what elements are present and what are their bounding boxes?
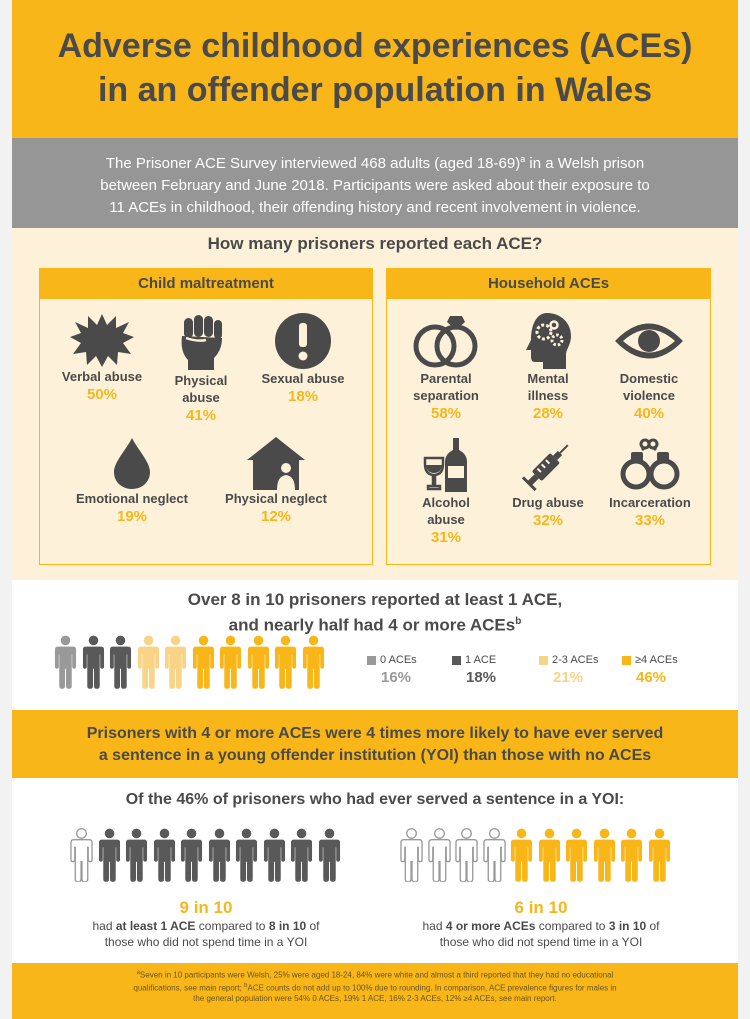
footnote-marker-b: b [515, 616, 522, 627]
ace-label-text: Physical abuse [174, 373, 228, 405]
legend-label: 2-3 ACEs [552, 654, 599, 666]
yoi-right-line-2: those who did not spend time in a YOI [439, 935, 643, 949]
legend-label: ≥4 ACEs [635, 654, 678, 666]
person-icon [455, 828, 478, 882]
ace-label [416, 494, 476, 528]
footnote-text: qualifications, see main report; [133, 983, 245, 993]
prevalence-figures [54, 635, 329, 694]
person-icon [82, 635, 105, 689]
ace-label: Incarceration [609, 495, 691, 510]
person-icon [565, 828, 588, 882]
title-line-1: Adverse childhood experiences (ACEs) [57, 27, 693, 65]
ace-label-text: Domestic violence [619, 371, 679, 403]
title-line-2: in an offender population in Wales [97, 71, 653, 109]
person-icon [164, 635, 187, 689]
legend-swatch [539, 656, 548, 665]
legend-2-3-aces [539, 654, 598, 686]
ace-label: Emotional neglect [76, 491, 188, 506]
prevalence-line-2-text: and nearly half had 4 or more ACEs [228, 615, 516, 635]
person-icon [318, 828, 341, 882]
footnote [46, 968, 704, 1004]
ace-label [166, 372, 236, 406]
footnote-sup: b [244, 982, 248, 989]
legend-swatch [622, 656, 631, 665]
head-gears-icon [521, 312, 575, 370]
handcuffs-icon [620, 436, 680, 494]
ace-percent: 19% [116, 508, 148, 525]
infographic [12, 0, 738, 1019]
ace-percent: 32% [532, 512, 564, 529]
teardrop-icon [112, 436, 152, 490]
text-bold: at least 1 ACE [115, 919, 196, 933]
person-icon [274, 635, 297, 689]
intro-line-3: 11 ACEs in childhood, their offending history and recent involvement in violence. [109, 199, 641, 216]
ace-label [404, 370, 488, 404]
household-aces-heading: Household ACEs [387, 269, 710, 299]
prevalence-line-1: Over 8 in 10 prisoners reported at least 1 ACE, [187, 590, 563, 609]
footnote-line-2 [46, 981, 704, 994]
legend-percent: 18% [466, 669, 497, 686]
ace-label: Drug abuse [512, 495, 584, 510]
person-icon [648, 828, 671, 882]
person-icon [247, 635, 270, 689]
footnote-marker-a: a [520, 154, 526, 164]
yoi-left-line-2: those who did not spend time in a YOI [104, 935, 308, 949]
person-icon [400, 828, 423, 882]
ace-label-text: Alcohol abuse [422, 495, 470, 527]
person-icon [510, 828, 533, 882]
yoi-left-stat: 9 in 10 [179, 898, 233, 917]
house-child-icon [246, 436, 306, 490]
person-icon [538, 828, 561, 882]
text-part: had [422, 919, 446, 933]
ace-percent: 41% [185, 407, 217, 424]
rings-icon [410, 312, 482, 370]
yoi-band-text [12, 723, 738, 767]
yoi-left-description [56, 918, 356, 950]
ace-percent: 12% [260, 508, 292, 525]
person-icon [428, 828, 451, 882]
person-icon [302, 635, 325, 689]
legend-swatch [452, 656, 461, 665]
ace-label: Verbal abuse [61, 369, 143, 384]
legend-label: 1 ACE [465, 654, 497, 666]
footnote-text: Seven in 10 participants were Welsh, 25% were aged 18-24, 84% were white and almost a third reported that they had no educational [139, 970, 614, 980]
footnote-line-3: the general population were 54% 0 ACEs, 19% 1 ACE, 16% 2-3 ACEs, 12% ≥4 ACEs, see main report. [193, 994, 557, 1004]
ace-percent: 28% [532, 405, 564, 422]
ace-percent: 58% [430, 405, 462, 422]
ace-label [518, 370, 578, 404]
child-maltreatment-heading: Child maltreatment [40, 269, 372, 299]
yoi-left-figures [70, 828, 345, 887]
ace-physical-neglect [216, 436, 336, 526]
text-part: of [646, 919, 660, 933]
ace-question-heading: How many prisoners reported each ACE? [207, 234, 543, 253]
fist-icon [178, 312, 224, 372]
intro-line-1-end: in a Welsh prison [525, 155, 645, 172]
person-icon [219, 635, 242, 689]
text-part: of [306, 919, 320, 933]
ace-physical-abuse [166, 312, 236, 425]
legend-swatch [367, 656, 376, 665]
legend-0-aces [367, 654, 417, 686]
person-icon [290, 828, 313, 882]
ace-percent: 31% [430, 529, 462, 546]
person-icon [620, 828, 643, 882]
exclamation-icon [274, 312, 332, 370]
person-icon [263, 828, 286, 882]
yoi-right-line-1 [391, 918, 691, 934]
ace-percent: 40% [633, 405, 665, 422]
ace-label: Sexual abuse [261, 371, 345, 386]
ace-parental-separation [396, 312, 496, 423]
ace-percent: 18% [287, 388, 319, 405]
ace-drug-abuse [498, 436, 598, 530]
person-icon [98, 828, 121, 882]
person-icon [153, 828, 176, 882]
text-bold: 4 or more ACEs [445, 919, 536, 933]
person-icon [235, 828, 258, 882]
yoi-band-line-2: a sentence in a young offender institution (YOI) than those with no ACEs [98, 747, 652, 764]
legend-label: 0 ACEs [380, 654, 417, 666]
ace-verbal-abuse [48, 312, 156, 404]
footnote-line-1 [46, 968, 704, 981]
yoi-band-line-1: Prisoners with 4 or more ACEs were 4 times more likely to have ever served [86, 725, 664, 742]
legend-percent: 21% [553, 669, 584, 686]
intro-text [42, 148, 708, 219]
text-part: had [92, 919, 116, 933]
text-bold: 3 in 10 [608, 919, 647, 933]
ace-label [613, 370, 685, 404]
person-icon [54, 635, 77, 689]
prevalence-line-2 [12, 611, 738, 637]
text-part: compared to [195, 919, 269, 933]
ace-emotional-neglect [64, 436, 200, 526]
ace-percent: 50% [86, 386, 118, 403]
wine-bottle-icon [421, 436, 471, 494]
text-part: compared to [535, 919, 609, 933]
ace-label: Physical neglect [225, 491, 327, 506]
ace-incarceration [602, 436, 698, 530]
legend-4-plus-aces [622, 654, 678, 686]
person-icon [109, 635, 132, 689]
person-icon [208, 828, 231, 882]
intro-line-1 [42, 148, 708, 175]
ace-label-text: Parental separation [413, 371, 479, 403]
text-bold: 8 in 10 [268, 919, 307, 933]
yoi-left-line-1 [56, 918, 356, 934]
person-icon [125, 828, 148, 882]
person-icon [593, 828, 616, 882]
yoi-right-figures [400, 828, 675, 887]
yoi-right-description [391, 918, 691, 950]
person-icon [483, 828, 506, 882]
person-icon [137, 635, 160, 689]
footnote-sup: a [136, 970, 140, 976]
legend-percent: 46% [636, 669, 667, 686]
person-icon [180, 828, 203, 882]
speech-burst-icon [69, 312, 135, 368]
legend-percent: 16% [381, 669, 412, 686]
intro-line-2: between February and June 2018. Participants were asked about their exposure to [100, 177, 650, 194]
ace-mental-illness [512, 312, 584, 423]
ace-alcohol-abuse [412, 436, 480, 547]
person-icon [192, 635, 215, 689]
yoi-heading: Of the 46% of prisoners who had ever served a sentence in a YOI: [125, 791, 625, 808]
ace-domestic-violence [604, 312, 694, 423]
ace-label-text: Mental illness [527, 371, 569, 403]
syringe-icon [519, 436, 577, 494]
ace-sexual-abuse [248, 312, 358, 406]
yoi-right-stat: 6 in 10 [514, 898, 568, 917]
legend-1-ace [452, 654, 496, 686]
person-icon [70, 828, 93, 882]
intro-line-1-text: The Prisoner ACE Survey interviewed 468 adults (aged 18-69) [105, 155, 521, 172]
prevalence-heading [12, 589, 738, 637]
footnote-text: ACE counts do not add up to 100% due to rounding. In comparison, ACE prevalence figures for males in [247, 983, 617, 993]
page-title [12, 24, 738, 112]
ace-percent: 33% [634, 512, 666, 529]
eye-icon [613, 312, 685, 370]
